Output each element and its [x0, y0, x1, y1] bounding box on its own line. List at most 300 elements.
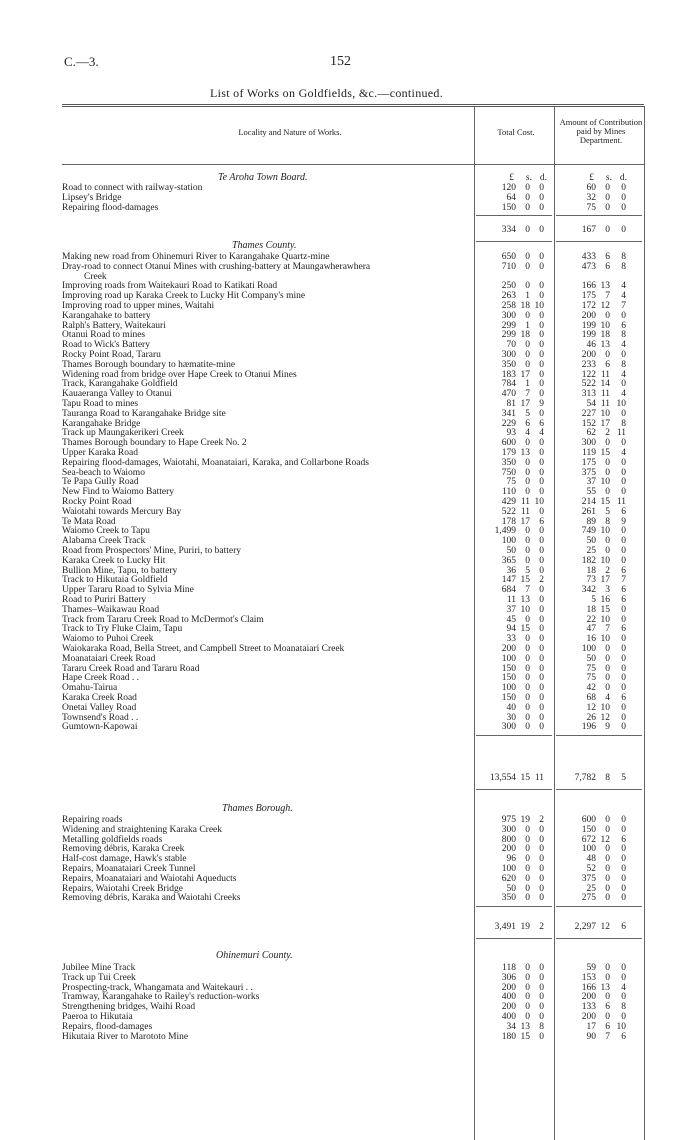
contribution-cell: 42 [586, 683, 596, 694]
contribution-cell: 133 [581, 1002, 596, 1013]
contribution-cell: 75 [586, 673, 596, 684]
total-cost-cell: 1,499 [494, 526, 516, 537]
total-cost-cell: 0 [525, 722, 530, 733]
contribution-cell: 6 [621, 320, 626, 331]
contribution-cell: 0 [605, 873, 610, 884]
table-row [0, 992, 700, 1002]
contribution-cell: 0 [605, 815, 610, 825]
total-cost-cell: 350 [501, 893, 516, 904]
total-cost-cell: 0 [539, 844, 544, 855]
table-row [0, 893, 700, 903]
table-row [0, 844, 700, 854]
work-name: Road to connect with railway-station [62, 183, 203, 193]
unit-shilling: s. [525, 173, 532, 183]
work-name: Karaka Creek Road [62, 693, 137, 703]
table-row [0, 448, 700, 458]
table-row [0, 703, 700, 713]
contribution-cell: 100 [581, 644, 596, 654]
contribution-cell: 14 [600, 379, 610, 390]
table-row [0, 595, 700, 605]
table-row [0, 477, 700, 487]
work-name: Paeroa to Hikutaia [62, 1012, 133, 1022]
total-cost-cell: 17 [520, 369, 530, 380]
work-name: Ralph's Battery, Waitekauri [62, 320, 166, 331]
contribution-cell: 122 [581, 369, 596, 380]
total-cost-cell: 299 [501, 330, 516, 341]
table-row [0, 438, 700, 448]
total-cost-cell: 100 [501, 653, 516, 664]
contribution-cell: 0 [621, 408, 626, 419]
work-name: Track to Hikutaia Goldfield [62, 575, 168, 586]
work-name: Waiomo Creek to Tapu [62, 526, 150, 537]
contribution-cell: 4 [621, 448, 626, 458]
contribution-cell: 433 [581, 252, 596, 262]
work-name: Waiotahi towards Mercury Bay [62, 506, 182, 517]
total-cost-cell: 0 [539, 595, 544, 605]
contribution-cell: 0 [605, 310, 610, 321]
total-cost-cell: 0 [539, 310, 544, 321]
total-cost-cell: 15 [520, 575, 530, 586]
total-cost-cell: 250 [501, 281, 516, 292]
contribution-cell: 153 [581, 972, 596, 983]
total-cost-cell: 200 [501, 1002, 516, 1013]
work-name: Moanataiari Creek Road [62, 653, 156, 664]
contribution-cell: 11 [616, 428, 626, 439]
contribution-cell: 600 [581, 815, 596, 825]
contribution-cell: 5 [605, 506, 610, 517]
contribution-cell: 0 [605, 663, 610, 674]
total-cost-cell: 0 [525, 487, 530, 498]
section-title: Thames Borough. [222, 803, 293, 814]
work-name: Sea-beach to Waiomo [62, 467, 145, 478]
total-cost-cell: 7 [525, 389, 530, 400]
contribution-cell: 9 [605, 722, 610, 733]
total-cost-cell: 183 [501, 369, 516, 380]
contribution-cell: 55 [586, 487, 596, 498]
total-cost-cell: 180 [501, 1031, 516, 1042]
table-row [0, 654, 700, 664]
contribution-cell: 2 [605, 428, 610, 439]
table-row [0, 1022, 700, 1032]
work-name: Rocky Point Road [62, 497, 132, 507]
contribution-cell: 4 [621, 982, 626, 993]
contribution-cell: 11 [600, 389, 610, 400]
table-row [0, 183, 700, 193]
contribution-cell: 0 [621, 702, 626, 713]
total-cost-cell: 93 [506, 428, 516, 439]
total-cost-cell: 0 [525, 281, 530, 292]
total-cost-cell: 0 [539, 477, 544, 488]
contribution-sum: 5 [621, 773, 626, 783]
contribution-sum: 0 [621, 225, 626, 235]
contribution-cell: 0 [621, 350, 626, 360]
total-cost-cell: 7 [525, 585, 530, 596]
contribution-cell: 68 [586, 693, 596, 703]
contribution-cell: 0 [605, 438, 610, 449]
table-row [0, 624, 700, 634]
total-cost-sum: 3,491 [494, 922, 516, 932]
page-ref: C.—3. [64, 54, 99, 69]
contribution-cell: 13 [600, 281, 610, 292]
contribution-cell: 10 [600, 555, 610, 566]
contribution-cell: 375 [581, 873, 596, 884]
contribution-cell: 22 [586, 614, 596, 625]
total-cost-cell: 30 [506, 712, 516, 723]
total-cost-cell: 0 [539, 683, 544, 694]
contribution-sum: 167 [581, 225, 596, 235]
contribution-cell: 6 [605, 252, 610, 262]
total-cost-cell: 0 [539, 330, 544, 341]
contribution-cell: 10 [616, 1021, 626, 1032]
total-cost-cell: 341 [501, 408, 516, 419]
total-cost-cell: 0 [539, 1031, 544, 1042]
contribution-cell: 0 [621, 526, 626, 537]
contribution-cell: 18 [586, 604, 596, 615]
contribution-cell: 6 [621, 624, 626, 635]
rule [62, 164, 644, 165]
contribution-sum: 0 [605, 225, 610, 235]
total-cost-sum: 11 [534, 773, 544, 783]
work-name: Road to Puriri Battery [62, 595, 147, 605]
work-name: Metalling goldfields roads [62, 834, 163, 845]
total-row [0, 225, 700, 235]
total-cost-cell: 45 [506, 614, 516, 625]
contribution-cell: 0 [621, 183, 626, 193]
total-cost-cell: 6 [539, 516, 544, 527]
total-cost-sum: 0 [525, 225, 530, 235]
contribution-cell: 7 [605, 291, 610, 302]
work-name: Hikutaia River to Marototo Mine [62, 1031, 189, 1042]
total-cost-sum: 334 [501, 225, 516, 235]
table-row [0, 884, 700, 894]
contribution-cell: 522 [581, 379, 596, 390]
table-row [0, 693, 700, 703]
total-cost-cell: 429 [501, 497, 516, 507]
table-row [0, 1032, 700, 1042]
contribution-cell: 0 [605, 972, 610, 983]
contribution-cell: 119 [582, 448, 596, 458]
total-cost-cell: 13 [520, 595, 530, 605]
contribution-cell: 0 [621, 893, 626, 904]
contribution-cell: 0 [605, 864, 610, 874]
work-name: Creek [84, 271, 107, 282]
total-cost-cell: 1 [525, 379, 530, 390]
total-cost-cell: 0 [539, 834, 544, 845]
total-cost-cell: 0 [525, 526, 530, 537]
contribution-cell: 199 [581, 330, 596, 341]
total-cost-cell: 37 [506, 604, 516, 615]
table-row [0, 428, 700, 438]
total-cost-cell: 0 [525, 614, 530, 625]
contribution-cell: 0 [605, 1012, 610, 1022]
total-cost-cell: 0 [525, 457, 530, 468]
unit-pence: d. [619, 173, 627, 183]
total-cost-cell: 800 [501, 834, 516, 845]
work-name: Waiokaraka Road, Bella Street, and Campbell Street to Moanataiari Creek [62, 644, 345, 654]
contribution-cell: 0 [621, 457, 626, 468]
unit-pound: £ [509, 173, 514, 183]
total-cost-cell: 6 [539, 418, 544, 429]
total-cost-cell: 0 [539, 252, 544, 262]
total-cost-cell: 33 [506, 634, 516, 645]
section-title: Thames County. [232, 240, 297, 251]
contribution-cell: 175 [581, 291, 596, 302]
total-cost-cell: 70 [506, 340, 516, 351]
total-cost-cell: 306 [501, 972, 516, 983]
total-row [0, 773, 700, 783]
total-rule [556, 215, 642, 216]
contribution-cell: 52 [586, 864, 596, 874]
contribution-cell: 0 [621, 673, 626, 684]
work-name: Lipsey's Bridge [62, 192, 122, 203]
contribution-cell: 75 [586, 202, 596, 213]
contribution-cell: 0 [621, 854, 626, 865]
contribution-cell: 12 [600, 301, 610, 311]
work-name: Karangahake to battery [62, 310, 151, 321]
work-name: Repairing flood-damages [62, 202, 159, 213]
work-name: Making new road from Ohinemuri River to Karangahake Quartz-mine [62, 252, 330, 262]
total-cost-cell: 0 [525, 873, 530, 884]
total-cost-cell: 0 [525, 824, 530, 835]
total-cost-cell: 0 [539, 972, 544, 983]
contribution-cell: 10 [600, 614, 610, 625]
contribution-sum: 2,297 [574, 922, 596, 932]
contribution-cell: 3 [605, 585, 610, 596]
total-cost-cell: 0 [539, 864, 544, 874]
contribution-cell: 4 [621, 281, 626, 292]
col-head-contrib: Amount of Contribution paid by Mines Department. [559, 117, 643, 145]
total-cost-cell: 5 [525, 408, 530, 419]
total-cost-cell: 0 [539, 555, 544, 566]
contribution-cell: 25 [586, 546, 596, 556]
total-cost-cell: 710 [501, 261, 516, 272]
work-name: Omahu-Tairua [62, 683, 118, 694]
total-cost-cell: 0 [525, 982, 530, 993]
total-cost-cell: 350 [501, 457, 516, 468]
contribution-cell: 10 [600, 702, 610, 713]
total-cost-cell: 50 [506, 546, 516, 556]
work-name: Track from Tararu Creek Road to McDermot's Claim [62, 614, 264, 625]
work-name: Kauaeranga Valley to Otanui [62, 389, 172, 400]
total-cost-cell: 0 [539, 624, 544, 635]
table-row [0, 1012, 700, 1022]
contribution-cell: 7 [621, 301, 626, 311]
total-cost-cell: 650 [501, 252, 516, 262]
work-name: Gumtown-Kapowai [62, 722, 138, 733]
total-rule [556, 735, 642, 736]
contribution-cell: 10 [600, 634, 610, 645]
total-cost-cell: 0 [539, 183, 544, 193]
total-cost-cell: 0 [539, 614, 544, 625]
total-cost-cell: 0 [525, 555, 530, 566]
total-cost-cell: 0 [525, 1012, 530, 1022]
total-cost-cell: 2 [539, 575, 544, 586]
contribution-cell: 0 [605, 883, 610, 894]
contribution-cell: 0 [621, 644, 626, 654]
work-name: Otanui Road to mines [62, 330, 146, 341]
contribution-cell: 17 [600, 575, 610, 586]
total-cost-cell: 0 [525, 202, 530, 213]
contribution-cell: 10 [600, 477, 610, 488]
work-name: Road from Prospectors' Mine, Puriri, to battery [62, 546, 242, 556]
total-rule [476, 215, 552, 216]
total-cost-cell: 0 [539, 663, 544, 674]
total-cost-cell: 75 [506, 477, 516, 488]
contribution-cell: 4 [621, 389, 626, 400]
total-cost-cell: 6 [525, 418, 530, 429]
table-row [0, 973, 700, 983]
total-cost-cell: 0 [539, 585, 544, 596]
contribution-cell: 200 [581, 1012, 596, 1022]
total-cost-cell: 19 [520, 815, 530, 825]
unit-pence: d. [539, 173, 547, 183]
contribution-cell: 62 [586, 428, 596, 439]
contribution-cell: 166 [581, 982, 596, 993]
table-row [0, 683, 700, 693]
contribution-cell: 7 [605, 624, 610, 635]
section-title: Ohinemuri County. [216, 950, 293, 961]
work-name: Track to Try Fluke Claim, Tapu [62, 624, 183, 635]
work-name: Widening and straightening Karaka Creek [62, 824, 223, 835]
work-name: Thames Borough boundary to Hape Creek No. 2 [62, 438, 247, 449]
contribution-cell: 5 [591, 595, 596, 605]
total-cost-cell: 5 [525, 565, 530, 576]
table-row [0, 526, 700, 536]
work-name: Track up Tui Creek [62, 972, 136, 983]
total-cost-cell: 2 [539, 815, 544, 825]
table-row [0, 575, 700, 585]
contribution-cell: 152 [581, 418, 596, 429]
table-row [0, 321, 700, 331]
contribution-cell: 0 [605, 487, 610, 498]
units-row [0, 173, 700, 183]
total-cost-cell: 0 [525, 310, 530, 321]
total-cost-cell: 0 [525, 634, 530, 645]
work-name: Removing débris, Karaka Creek [62, 844, 185, 855]
total-cost-cell: 0 [539, 457, 544, 468]
table-row [0, 311, 700, 321]
total-cost-cell: 0 [525, 963, 530, 973]
contribution-cell: 0 [605, 653, 610, 664]
contribution-cell: 25 [586, 883, 596, 894]
contribution-cell: 18 [586, 565, 596, 576]
work-name: Upper Tararu Road to Sylvia Mine [62, 585, 194, 596]
total-cost-cell: 0 [539, 546, 544, 556]
total-cost-cell: 0 [539, 854, 544, 865]
total-cost-cell: 4 [525, 428, 530, 439]
work-name: Prospecting-track, Whangamata and Waitekauri . . [62, 982, 253, 993]
contribution-cell: 15 [600, 497, 610, 507]
total-cost-sum: 13,554 [489, 773, 516, 783]
contribution-sum: 12 [600, 922, 610, 932]
contribution-cell: 0 [621, 487, 626, 498]
table-row [0, 291, 700, 301]
total-cost-cell: 10 [520, 604, 530, 615]
total-cost-cell: 350 [501, 359, 516, 370]
contribution-cell: 12 [586, 702, 596, 713]
contribution-cell: 0 [621, 310, 626, 321]
contribution-cell: 0 [605, 683, 610, 694]
contribution-cell: 0 [605, 467, 610, 478]
total-cost-cell: 365 [501, 555, 516, 566]
table-row [0, 399, 700, 409]
contribution-cell: 0 [621, 683, 626, 694]
total-cost-cell: 0 [539, 408, 544, 419]
contribution-cell: 73 [586, 575, 596, 586]
total-cost-cell: 0 [525, 359, 530, 370]
contribution-cell: 0 [621, 477, 626, 488]
work-name: Improving road up Karaka Creek to Lucky Hit Company's mine [62, 291, 306, 302]
contribution-cell: 8 [621, 359, 626, 370]
work-name: Tauranga Road to Karangahake Bridge site [62, 408, 226, 419]
total-cost-cell: 470 [501, 389, 516, 400]
total-cost-cell: 0 [525, 972, 530, 983]
total-cost-cell: 17 [520, 516, 530, 527]
total-cost-cell: 13 [520, 1021, 530, 1032]
total-cost-cell: 10 [534, 301, 544, 311]
contribution-cell: 0 [621, 1012, 626, 1022]
contribution-cell: 15 [600, 448, 610, 458]
rule [62, 106, 644, 107]
table-row [0, 379, 700, 389]
contribution-cell: 11 [616, 497, 626, 507]
total-cost-cell: 300 [501, 350, 516, 360]
total-cost-sum: 19 [520, 922, 530, 932]
total-cost-cell: 300 [501, 722, 516, 733]
total-cost-cell: 0 [539, 693, 544, 703]
contribution-cell: 11 [600, 399, 610, 409]
total-cost-cell: 0 [539, 291, 544, 302]
contribution-cell: 6 [605, 359, 610, 370]
contribution-cell: 4 [621, 369, 626, 380]
contribution-cell: 0 [621, 992, 626, 1003]
contribution-cell: 166 [581, 281, 596, 292]
table-row [0, 546, 700, 556]
contribution-cell: 175 [581, 457, 596, 468]
contribution-cell: 0 [621, 873, 626, 884]
work-name: Repairing flood-damages, Waiotahi, Moanataiari, Karaka, and Collarbone Roads [62, 457, 369, 468]
contribution-cell: 0 [621, 192, 626, 203]
contribution-cell: 0 [621, 536, 626, 547]
contribution-cell: 54 [586, 399, 596, 409]
work-name: Track, Karangahake Goldfield [62, 379, 178, 390]
total-cost-cell: 150 [501, 663, 516, 674]
total-cost-cell: 0 [525, 992, 530, 1003]
total-cost-cell: 8 [539, 1021, 544, 1032]
work-name: Bullion Mine, Tapu, to battery [62, 565, 178, 576]
contribution-cell: 0 [621, 712, 626, 723]
total-cost-cell: 50 [506, 883, 516, 894]
work-name: Te Mata Road [62, 516, 116, 527]
total-cost-cell: 0 [539, 565, 544, 576]
total-cost-cell: 0 [525, 340, 530, 351]
work-name: Removing débris, Karaka and Waiotahi Creeks [62, 893, 241, 904]
total-cost-cell: 0 [539, 702, 544, 713]
total-cost-cell: 0 [539, 893, 544, 904]
total-cost-cell: 178 [501, 516, 516, 527]
work-name: Waiomo to Puhoi Creek [62, 634, 154, 645]
contribution-cell: 172 [581, 301, 596, 311]
total-cost-cell: 0 [525, 883, 530, 894]
total-cost-cell: 15 [520, 1031, 530, 1042]
total-cost-cell: 784 [501, 379, 516, 390]
total-cost-cell: 64 [506, 192, 516, 203]
contribution-cell: 47 [586, 624, 596, 635]
contribution-cell: 0 [605, 457, 610, 468]
contribution-cell: 59 [586, 963, 596, 973]
total-cost-cell: 110 [502, 487, 516, 498]
total-cost-cell: 81 [506, 399, 516, 409]
